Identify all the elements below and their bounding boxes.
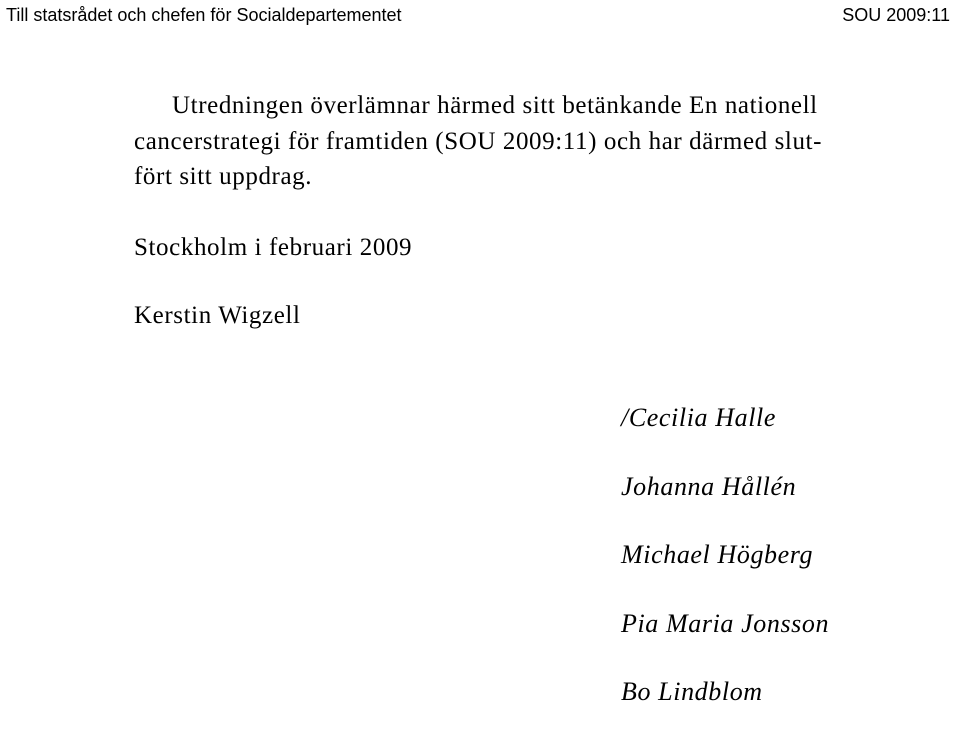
signature-name: /Cecilia Halle [621,403,776,432]
signature-name: Pia Maria Jonsson [621,608,830,638]
document-reference: SOU 2009:11 [842,5,950,25]
paragraph-line: cancerstrategi för framtiden (SOU 2009:11) och har därmed slut- [134,127,823,155]
signature-name: Michael Högberg [621,540,814,569]
paragraph-line: Utredningen överlämnar härmed sitt betänkande En nationell [172,92,818,119]
secretariat-signature-list [621,400,829,743]
signature-name: Bo Lindblom [621,677,763,706]
paragraph-line: fört sitt uppdrag. [134,163,313,190]
transmittal-paragraph [134,88,956,195]
place-and-date: Stockholm i februari 2009 [134,234,413,261]
investigator-name: Kerstin Wigzell [134,302,301,329]
running-header-left: Till statsrådet och chefen för Socialdepartementet [6,5,402,25]
signature-name: Johanna Hållén [621,471,797,501]
